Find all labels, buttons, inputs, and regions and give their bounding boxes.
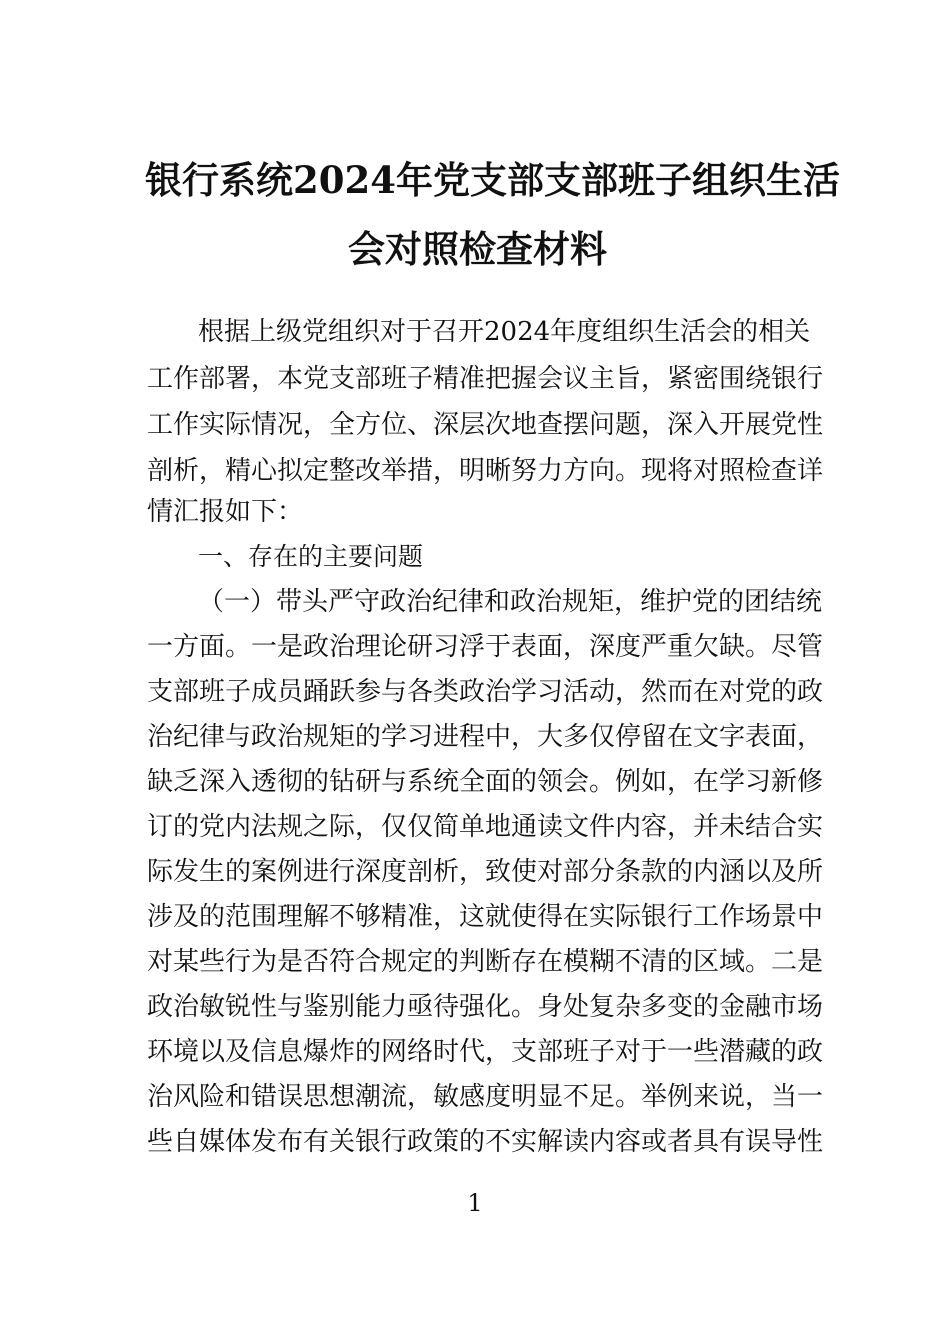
body-line: 际发生的案例进行深度剖析，致使对部分条款的内涵以及所 [147,857,824,887]
intro-line: 剖析，精心拟定整改举措，明晰努力方向。现将对照检查详 [147,456,824,486]
title-line-2: 会对照检查材料 [348,227,607,271]
body-line: 环境以及信息爆炸的网络时代，支部班子对于一些潜藏的政 [147,1037,824,1067]
body-line: 政治敏锐性与鉴别能力亟待强化。身处复杂多变的金融市场 [147,992,824,1022]
body-line: 治风险和错误思想潮流，敏感度明显不足。举例来说，当一 [147,1082,824,1112]
body-line: 缺乏深入透彻的钻研与系统全面的领会。例如，在学习新修 [147,767,824,797]
body-line: （一）带头严守政治纪律和政治规矩，维护党的团结统 [198,587,823,617]
body-line: 支部班子成员踊跃参与各类政治学习活动，然而在对党的政 [147,677,824,707]
body-line: 治纪律与政治规矩的学习进程中，大多仅停留在文字表面， [147,722,824,752]
page-number: 1 [467,1189,483,1217]
body-line: 些自媒体发布有关银行政策的不实解读内容或者具有误导性 [147,1127,824,1157]
body-line: 一方面。一是政治理论研习浮于表面，深度严重欠缺。尽管 [147,632,824,662]
body-line: 涉及的范围理解不够精准，这就使得在实际银行工作场景中 [147,902,824,932]
intro-line: 工作实际情况，全方位、深层次地查摆问题，深入开展党性 [147,410,824,440]
body-line: 对某些行为是否符合规定的判断存在模糊不清的区域。二是 [147,947,824,977]
intro-line: 根据上级党组织对于召开2024年度组织生活会的相关 [198,317,811,347]
intro-line: 工作部署，本党支部班子精准把握会议主旨，紧密围绕银行 [147,364,824,394]
body-line: 订的党内法规之际，仅仅简单地通读文件内容，并未结合实 [147,812,824,842]
section-heading: 一、存在的主要问题 [198,542,424,571]
intro-line: 情汇报如下： [147,497,304,527]
title-line-1: 银行系统2024年党支部支部班子组织生活 [145,158,840,202]
